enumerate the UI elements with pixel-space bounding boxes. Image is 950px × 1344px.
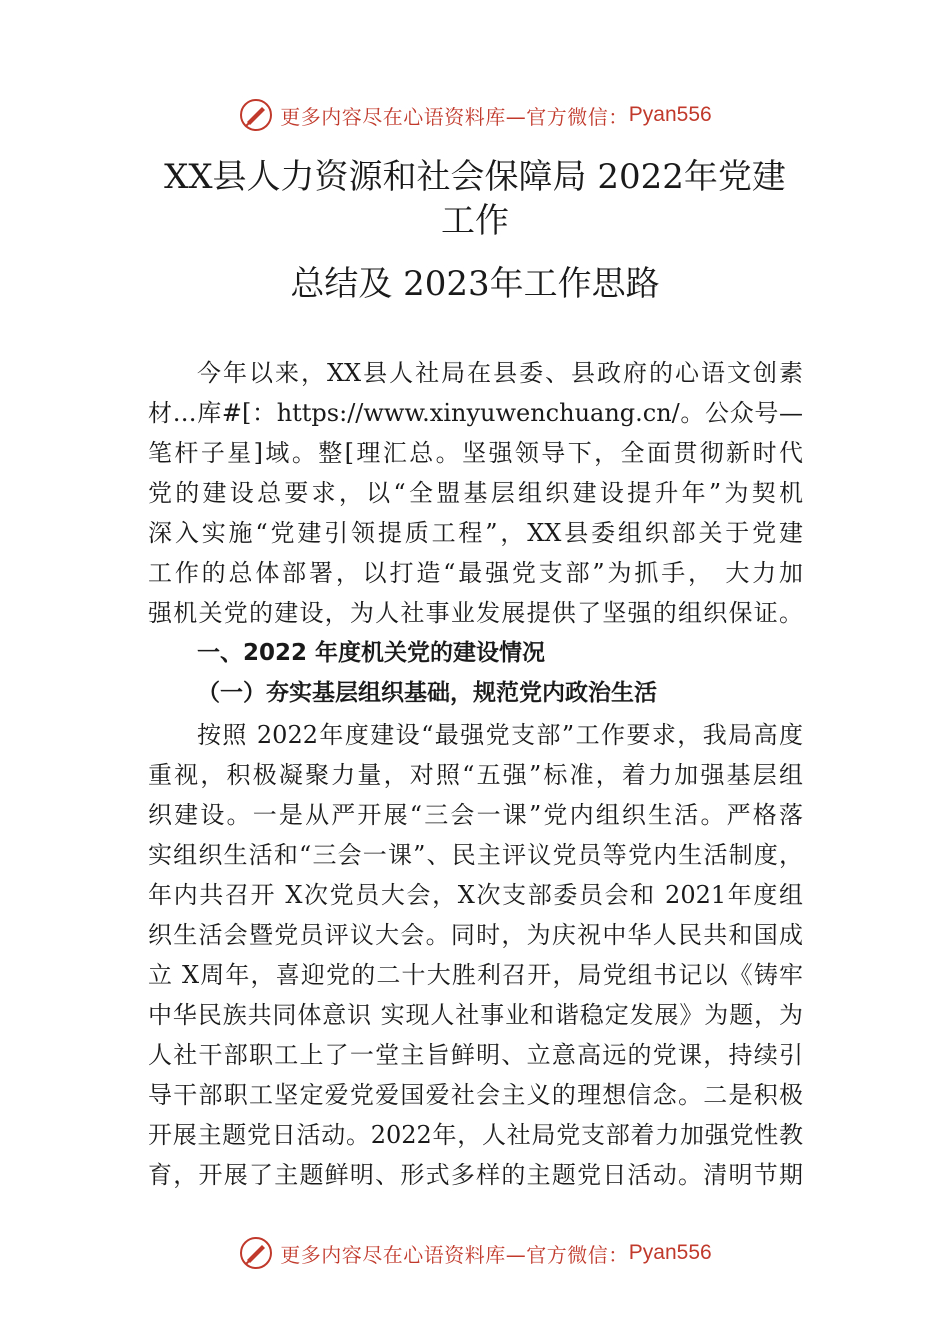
paragraph-line: 开展主题党日活动。2022年，人社局党支部着力加强党性教 [148,1121,803,1149]
section-subheading: （一）夯实基层组织基础，规范党内政治生活 [197,679,657,706]
document-title-line-3: 总结及 2023年工作思路 [290,264,660,304]
section-heading: 一、2022 年度机关党的建设情况 [197,640,546,666]
watermark-wechat-id: Pyan556 [628,103,712,126]
watermark-banner-bottom [0,1233,950,1273]
paragraph-line: 实组织生活和“三会一课”、民主评议党员等党内生活制度， [148,841,803,869]
paragraph-line: 今年以来，XX县人社局在县委、县政府的心语文创素 [197,359,803,387]
watermark-wechat-id: Pyan556 [628,1241,712,1264]
paragraph-line: 材…库#[：https://www.xinyuwenchuang.cn/。公众号— [148,399,803,427]
watermark-text: 更多内容尽在心语资料库—官方微信： [280,104,629,129]
paragraph-line: 导干部职工坚定爱党爱国爱社会主义的理想信念。二是积极 [148,1081,803,1109]
paragraph-line: 年内共召开 X次党员大会，X次支部委员会和 2021年度组 [148,881,803,909]
paragraph-line: 织建设。一是从严开展“三会一课”党内组织生活。严格落 [148,801,803,829]
paragraph-line: 重视，积极凝聚力量，对照“五强”标准，着力加强基层组 [148,761,803,789]
document-title-line-2: 工作 [441,201,509,241]
paragraph-line: 织生活会暨党员评议大会。同时，为庆祝中华人民共和国成 [148,921,803,949]
pen-logo-icon [238,97,274,133]
paragraph-line: 人社干部职工上了一堂主旨鲜明、立意高远的党课，持续引 [148,1041,803,1069]
paragraph-line: 立 X周年，喜迎党的二十大胜利召开，局党组书记以《铸牢 [148,961,803,989]
document-title-line-1: XX县人力资源和社会保障局 2022年党建 [164,157,786,197]
paragraph-line: 按照 2022年度建设“最强党支部”工作要求，我局高度 [197,721,803,749]
paragraph-line: 中华民族共同体意识 实现人社事业和谐稳定发展》为题，为 [148,1001,803,1029]
watermark-banner-top [0,95,950,135]
pen-logo-icon [238,1235,274,1271]
paragraph-line: 党的建设总要求，以“全盟基层组织建设提升年”为契机 [148,479,803,507]
paragraph-line: 深入实施“党建引领提质工程”，XX县委组织部关于党建 [148,519,803,547]
paragraph-line: 工作的总体部署，以打造“最强党支部”为抓手， 大力加 [148,559,803,587]
paragraph-line: 笔杆子星]域。整[理汇总。坚强领导下，全面贯彻新时代 [148,439,803,467]
paragraph-line: 强机关党的建设，为人社事业发展提供了坚强的组织保证。 [148,599,803,627]
watermark-text: 更多内容尽在心语资料库—官方微信： [280,1242,629,1267]
paragraph-line: 育，开展了主题鲜明、形式多样的主题党日活动。清明节期 [148,1161,803,1189]
